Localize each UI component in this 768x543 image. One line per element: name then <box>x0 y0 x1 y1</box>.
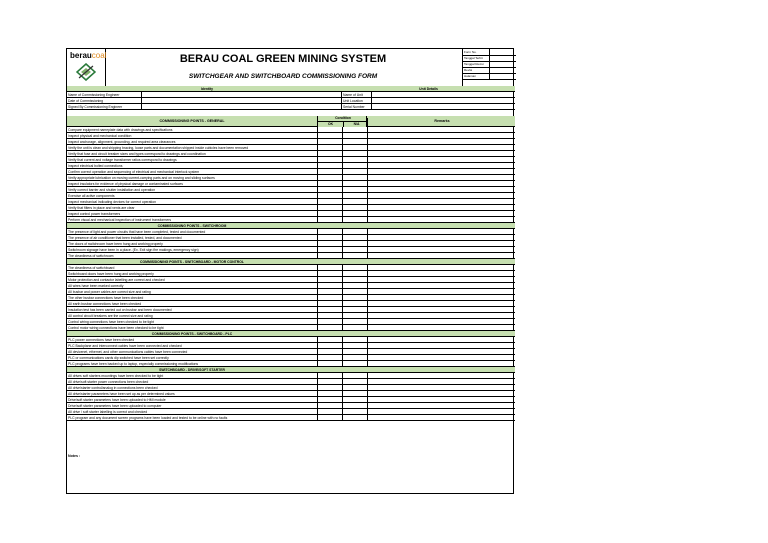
identity-value-field[interactable] <box>141 104 342 110</box>
checklist-item-label: The doors of switchroom have been hung and working properly <box>68 242 163 246</box>
checklist-item-label: Drive/soft starter parameters have been uploaded to computer <box>68 404 162 408</box>
mining-logo-icon <box>76 63 96 81</box>
section-title: COMMISSIONING POINTS - SWITCHBOARD - PLC <box>151 332 233 336</box>
checklist-item-label: The other busbar connections have been checked <box>68 296 144 300</box>
general-title: COMMISSIONING POINTS - GENERAL <box>159 119 225 123</box>
identity-label: Date of Commissioning <box>68 99 104 103</box>
checklist-item-label: All drive/starter control/analog in connections been checked <box>68 386 158 390</box>
checklist-item-label: Inspect anchorage, alignment, grounding, and required area clearances <box>68 140 176 144</box>
form-title: BERAU COAL GREEN MINING SYSTEM <box>179 53 387 65</box>
condition-label: Condition <box>318 116 368 122</box>
general-section-header <box>67 116 515 127</box>
na-checkbox-cell[interactable] <box>342 415 367 421</box>
checklist-item-label: Verify appropriate lubrication on moving current-carrying parts and on moving and sliding surfaces <box>68 176 215 180</box>
checklist-item-label: All drive/starter parameters have been set up as per determined values <box>68 392 175 396</box>
checklist-item-label: Inspect physical and mechanical condition <box>68 134 132 138</box>
ok-checkbox-cell[interactable] <box>317 415 342 421</box>
checklist-item-label: All control circuit breakers are the correct size and rating <box>68 314 153 318</box>
checklist-item-label: The cleanliness of switchboard <box>68 266 115 270</box>
meta-label: Revisi <box>464 68 473 72</box>
checklist-item-label: Perform visual and mechanical inspection of instrument transformers <box>68 218 172 222</box>
remarks-cell[interactable] <box>367 415 515 421</box>
meta-label: Form No. <box>464 50 477 54</box>
checklist-item-label: Verify that fuse and circuit breaker sizes and types correspond to drawings and coordination <box>68 152 206 156</box>
unit-detail-label: Unit Location <box>341 98 373 104</box>
logo-text: beraucoal <box>70 51 107 60</box>
checklist-item-label: Switchboard doors have been hung and working properly <box>68 272 154 276</box>
checklist-item-label: Inspect insulators for evidence of physical damage or contaminated surfaces <box>68 182 183 186</box>
checklist-item-label: The cleanliness of switchroom <box>68 254 114 258</box>
checklist-item-label: Confirm correct operation and sequencing of electrical and mechanical interlock system <box>68 170 200 174</box>
checklist-item-label: Inspect electrical bolted connections <box>68 164 123 168</box>
checklist-item-label: All busbar and power cables are correct size and rating <box>68 290 151 294</box>
checklist-item-label: All drive / soft starter labelling is correct and checked <box>68 410 148 414</box>
checklist-item-label: Verify that current and voltage transformer ratios correspond to drawings <box>68 158 177 162</box>
unit-details-title: Unit Details <box>419 87 438 91</box>
checklist-item-label: All devicenet, ethernet, and other communications cables have been connected <box>68 350 188 354</box>
meta-label: Halaman <box>464 74 477 78</box>
checklist-item-label: Motor protection and contactor labelling are correct and checked <box>68 278 165 282</box>
meta-label: Tanggal Revisi <box>464 62 484 66</box>
checklist-item-label: Control wiring connections have been checked to be tight <box>68 320 154 324</box>
unit-detail-value-field[interactable] <box>371 104 516 110</box>
checklist-item-label: All earth busbar connections have been checked <box>68 302 142 306</box>
commissioning-form <box>66 48 514 494</box>
checklist-item-label: PLC Backplane and interconnect cables have been connected and checked <box>68 344 182 348</box>
checklist-item-label: Verify correct barrier and shutter installation and operation <box>68 188 156 192</box>
condition-header <box>317 116 367 127</box>
meta-value-field[interactable] <box>489 73 517 79</box>
checklist-item-label: PLC program and any document screen programs have been loaded and tested to be online with no faults <box>68 416 228 420</box>
checklist-item-label: Drive/soft starter parameters have been uploaded to HMI module <box>68 398 166 402</box>
checklist-item-label: Control motor wiring connections have been checked to be tight <box>68 326 164 330</box>
form-subtitle: SWITCHGEAR AND SWITCHBOARD COMMISSIONING FORM <box>188 73 378 80</box>
checklist-item-label: Inspect control power transformers <box>68 212 121 216</box>
checklist-item-label: PLC power connections have been checked <box>68 338 135 342</box>
ok-column-label: OK <box>327 122 334 126</box>
unit-detail-label: Serial Number <box>341 104 373 110</box>
checklist-item-label: Verify the unit is clean and shipping bracing, loose parts and documentation shipped inside cubicles have been removed <box>68 146 249 150</box>
checklist-item-label: All drives soft starters mountings have been checked to be tight <box>68 374 164 378</box>
checklist-item-label: Compare equipment nameplate data with drawings and specifications <box>68 128 173 132</box>
checklist-item-label: Inspect mechanical indicating devices for correct operation <box>68 200 157 204</box>
checklist-item-label: All drive/soft starter power connections been checked <box>68 380 149 384</box>
logo <box>67 49 106 86</box>
identity-title: Identity <box>200 87 214 91</box>
meta-label: Tanggal Terbit <box>464 56 483 60</box>
meta-row <box>463 73 516 80</box>
identity-label: Signed By Commissioning Engineer <box>68 105 123 109</box>
checklist-item-label: Switchroom signage have been in a place. (Ex. Exit sign fire makings, emergency sign) <box>68 248 199 252</box>
checklist-item-label: Insulation test has been carried out on busbar and been documented <box>68 308 172 312</box>
document-meta <box>462 49 516 86</box>
notes-area[interactable] <box>67 453 515 495</box>
unit-detail-label: Name of Unit <box>341 92 373 98</box>
checklist-item-label: PLC programs have been backed up to laptop, especially commissioning modifications <box>68 362 199 366</box>
checklist-item-label: Verify that filters in place and vents are clear <box>68 206 135 210</box>
notes-label: Notes : <box>68 454 81 458</box>
checklist-item-label: Exercise all active components <box>68 194 115 198</box>
section-title: COMMISSIONING POINTS - SWITCHBOARD - MOTOR CONTROL <box>140 260 244 264</box>
identity-label: Name of Commissioning Engineer <box>68 93 120 97</box>
section-title: SWITCHBOARD - DRIVE/SOFT STARTER <box>159 368 225 372</box>
section-title: COMMISSIONING POINTS - SWITCHROOM <box>157 224 227 228</box>
checklist-row <box>67 415 515 421</box>
identity-row <box>67 104 515 110</box>
checklist-item-label: PLC or communications cards dip switched have been set correctly <box>68 356 169 360</box>
remarks-header: Remarks <box>367 118 516 129</box>
checklist-item-label: The presence of air conditioner that been installed, tested, and documented <box>68 236 182 240</box>
checklist-item-label: All wires have been marked correctly <box>68 284 124 288</box>
na-column-label: N/A <box>343 121 369 127</box>
form-header <box>67 49 515 87</box>
checklist-item-label: The presence of light and power circuits that have been completed, tested and documented <box>68 230 206 234</box>
